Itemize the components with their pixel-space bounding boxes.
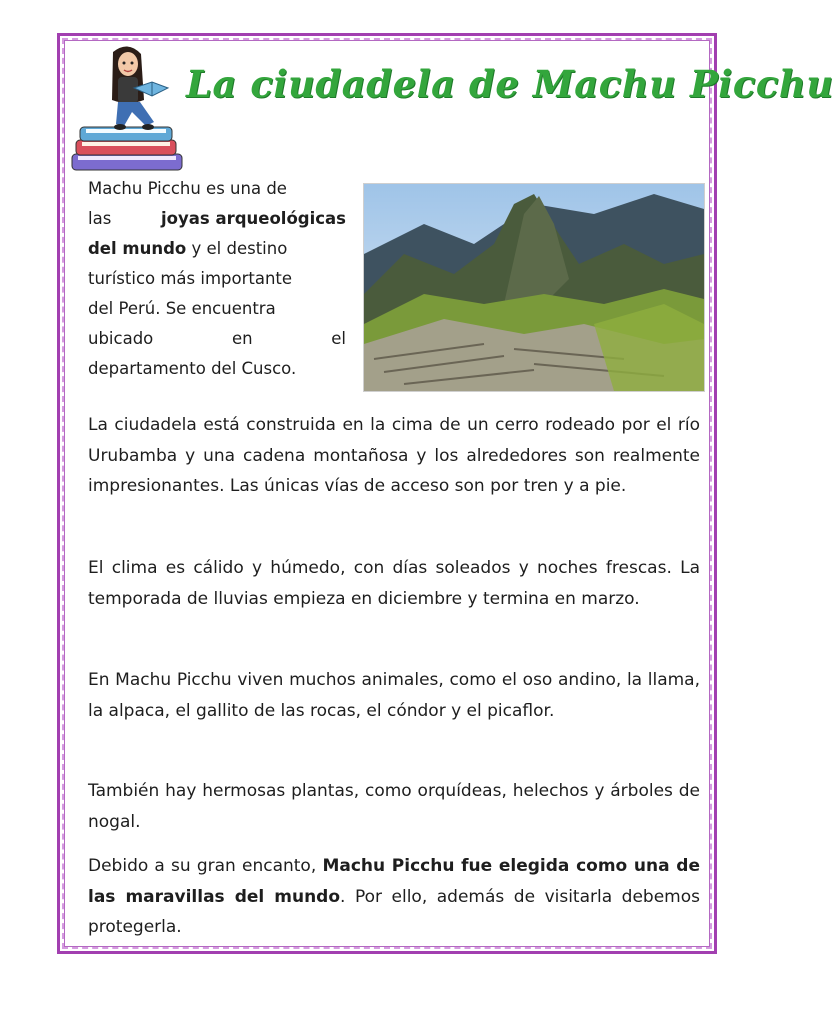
paragraph-animals: En Machu Picchu viven muchos animales, como el oso andino, la llama, la alpaca, el gallito de las rocas, el cóndor y el picaflor. xyxy=(88,670,700,721)
paragraph-location: La ciudadela está construida en la cima de un cerro rodeado por el río Urubamba y una cadena montañosa y los alrededores son realmente impresionantes. Las únicas vías de acceso son por tren y a pie. xyxy=(88,415,700,496)
intro-line-7: departamento del Cusco. xyxy=(88,359,297,378)
intro-word: el xyxy=(331,329,346,348)
intro-text: y el destino xyxy=(186,239,288,258)
machu-picchu-mountain-photo xyxy=(363,183,705,392)
girl-reading-on-books-icon xyxy=(68,42,186,174)
intro-word: ubicado xyxy=(88,329,154,348)
intro-emphasis: joyas arqueológicas xyxy=(161,209,346,228)
intro-line-3 xyxy=(88,234,346,264)
intro-text: las xyxy=(88,209,112,228)
intro-line-6 xyxy=(88,324,346,354)
intro-line-4: turístico más importante xyxy=(88,269,293,288)
paragraph-conclusion xyxy=(88,851,700,943)
intro-line-1: Machu Picchu es una de xyxy=(88,179,287,198)
paragraph-plants: También hay hermosas plantas, como orquídeas, helechos y árboles de nogal. xyxy=(88,781,700,832)
conclusion-text: Debido a su gran encanto, xyxy=(88,856,323,876)
conclusion-text: . Por ello, además de visitarla debemos protegerla. xyxy=(88,886,700,937)
intro-line-2 xyxy=(88,204,346,234)
paragraph-climate: El clima es cálido y húmedo, con días soleados y noches frescas. La temporada de lluvias empieza en diciembre y termina en marzo. xyxy=(88,558,700,609)
page-title: La ciudadela de Machu Picchu xyxy=(186,62,834,106)
intro-word: en xyxy=(231,329,253,348)
conclusion-emphasis: Machu Picchu fue elegida como una de las maravillas del mundo xyxy=(88,856,701,907)
intro-paragraph xyxy=(88,174,346,384)
intro-line-5: del Perú. Se encuentra xyxy=(88,299,276,318)
intro-emphasis: del mundo xyxy=(88,239,187,258)
